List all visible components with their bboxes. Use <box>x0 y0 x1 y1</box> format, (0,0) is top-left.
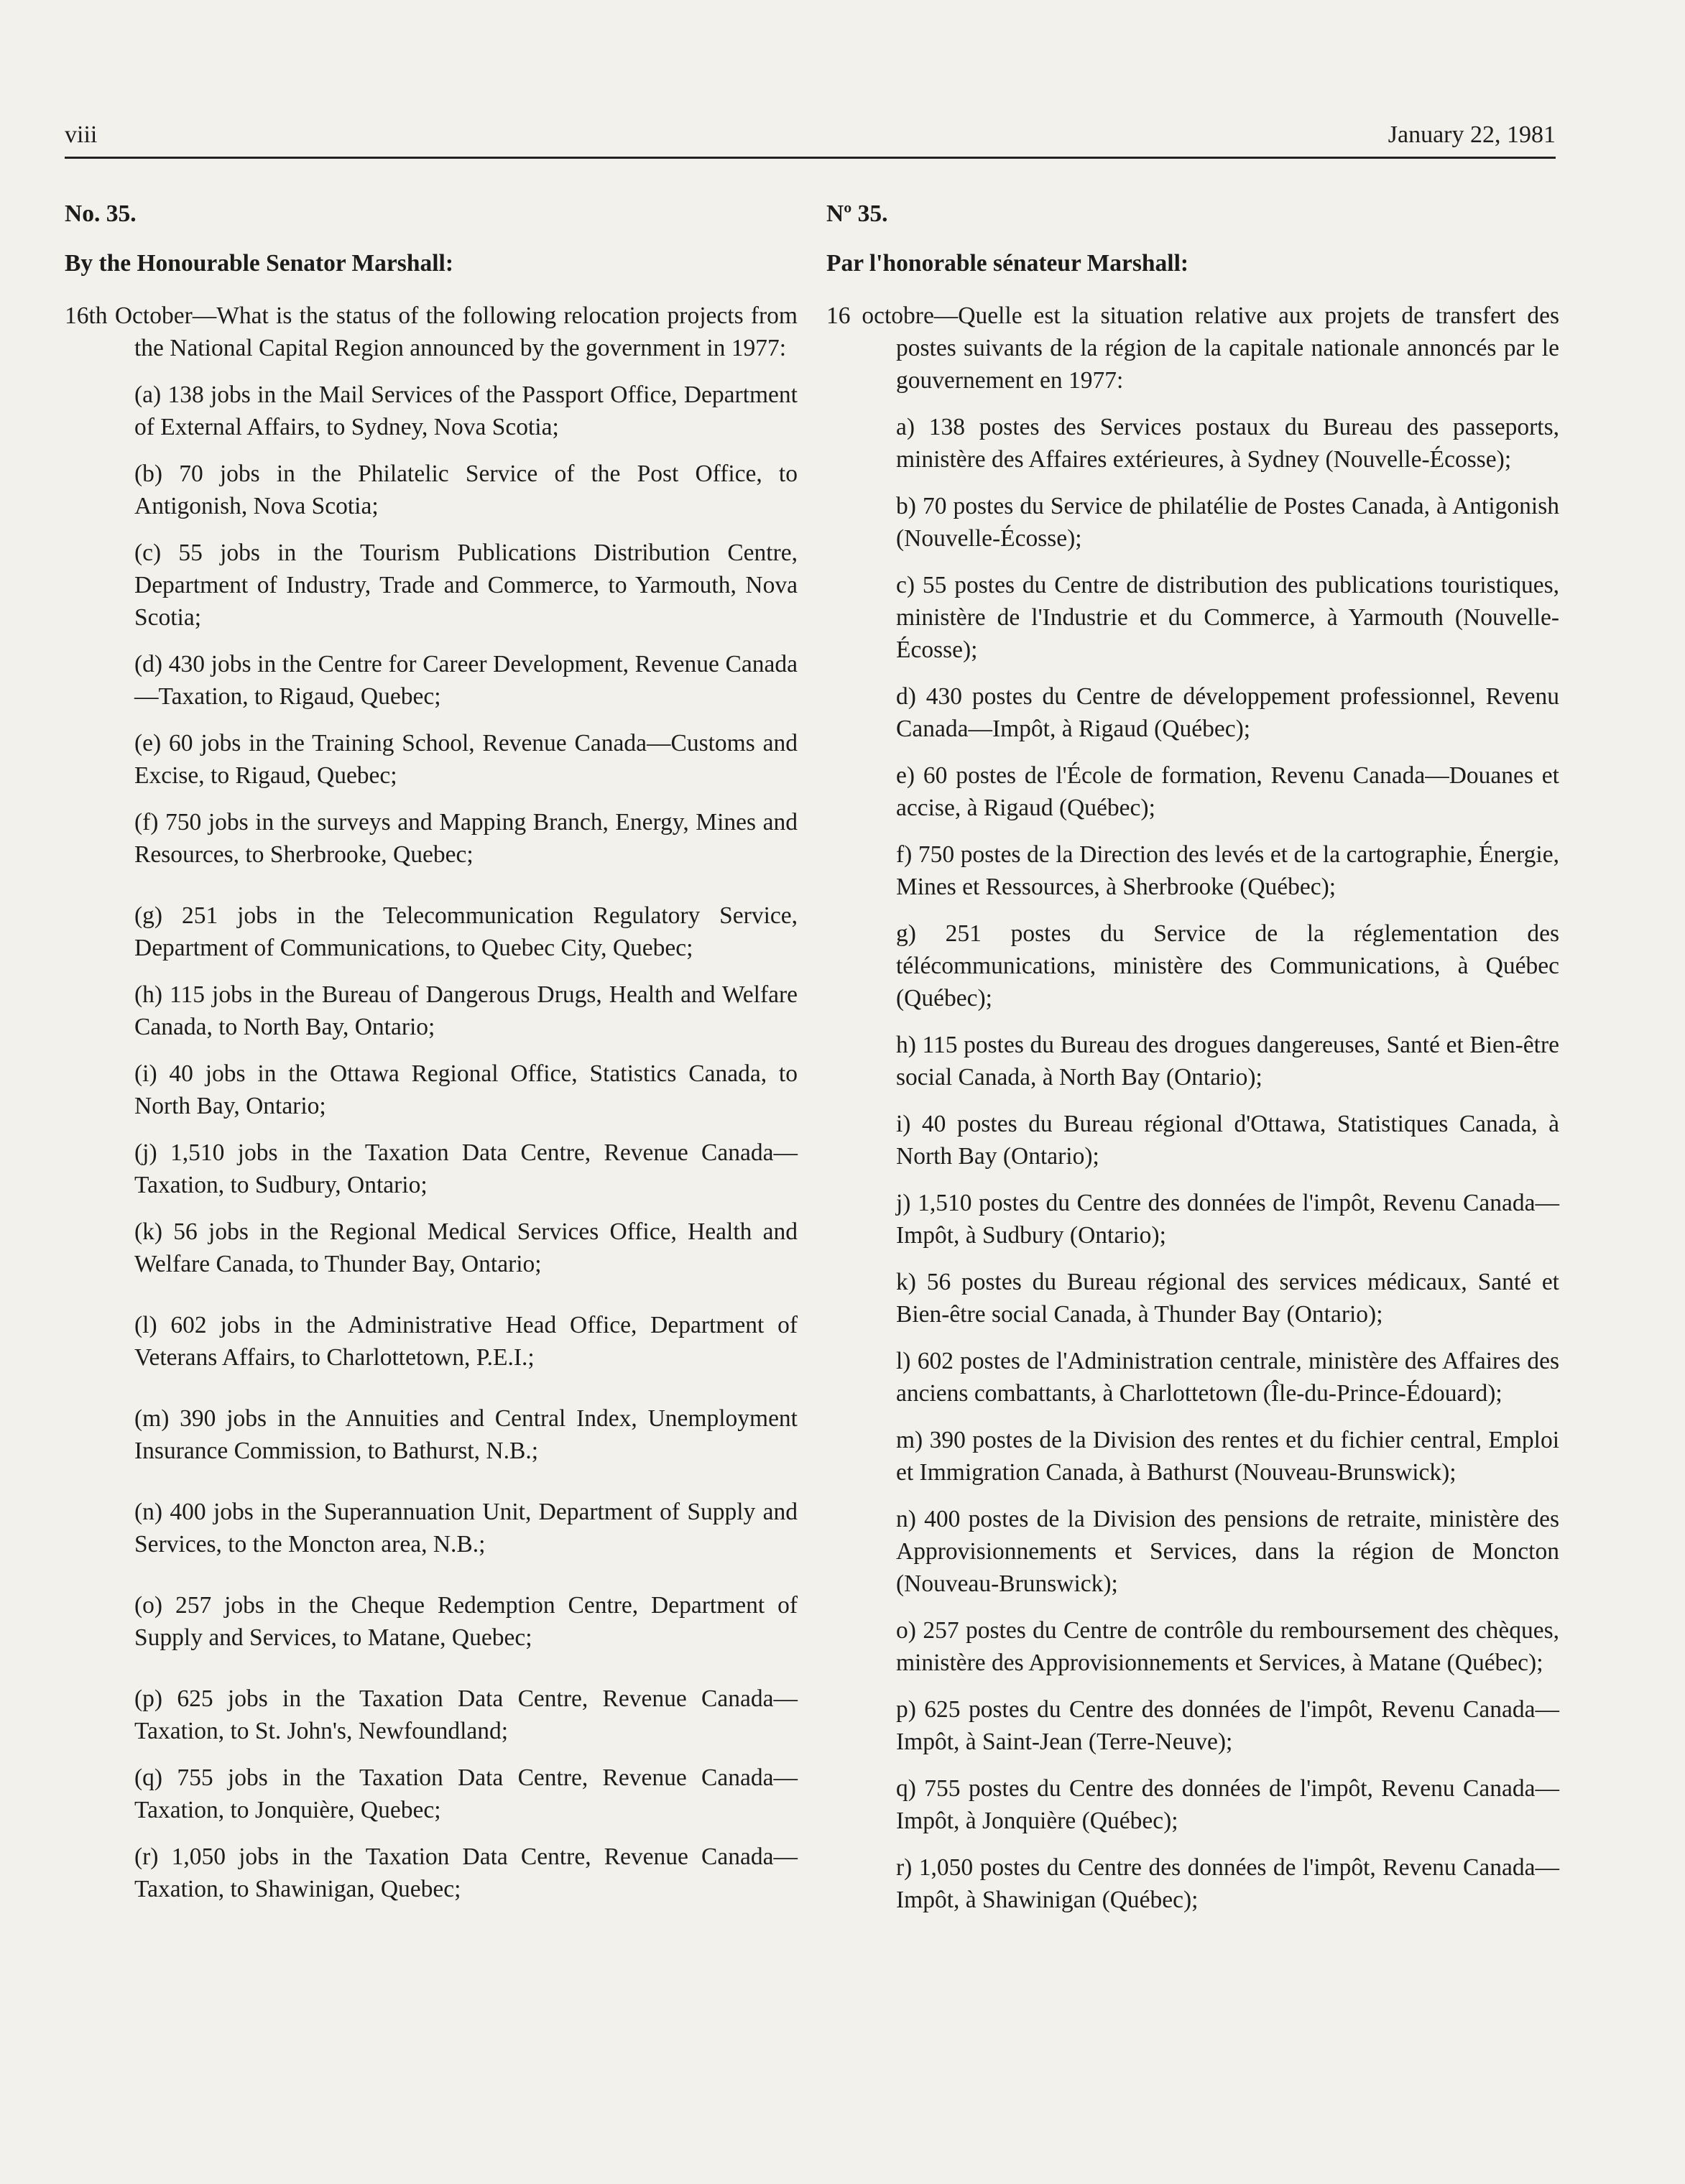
list-item: c) 55 postes du Centre de distribution des publications touristiques, ministère de l'Industrie et du Commerce, à Yarmouth (Nouvelle-Écosse); <box>896 572 1559 663</box>
list-item: d) 430 postes du Centre de développement professionnel, Revenu Canada—Impôt, à Rigaud (Québec); <box>896 683 1559 742</box>
list-item: (e) 60 jobs in the Training School, Revenue Canada—Customs and Excise, to Rigaud, Quebec; <box>134 730 798 789</box>
list-item: i) 40 postes du Bureau régional d'Ottawa, Statistiques Canada, à North Bay (Ontario); <box>896 1111 1559 1170</box>
list-item: j) 1,510 postes du Centre des données de l'impôt, Revenu Canada—Impôt, à Sudbury (Ontario); <box>896 1190 1559 1249</box>
list-item: p) 625 postes du Centre des données de l'impôt, Revenu Canada—Impôt, à Saint-Jean (Terre-Neuve); <box>896 1696 1559 1755</box>
page-number: viii <box>65 121 98 148</box>
list-item: (i) 40 jobs in the Ottawa Regional Office, Statistics Canada, to North Bay, Ontario; <box>134 1060 798 1119</box>
list-item: l) 602 postes de l'Administration centrale, ministère des Affaires des anciens combattants, à Charlottetown (Île-du-Prince-Édouard); <box>896 1348 1559 1407</box>
list-item: a) 138 postes des Services postaux du Bureau des passeports, ministère des Affaires extérieures, à Sydney (Nouvelle-Écosse); <box>896 414 1559 473</box>
question-author: By the Honourable Senator Marshall: <box>65 250 453 277</box>
page-header <box>65 121 1556 159</box>
list-item: (c) 55 jobs in the Tourism Publications Distribution Centre, Department of Industry, Trade and Commerce, to Yarmouth, Nova Scotia; <box>134 540 798 631</box>
list-item: (q) 755 jobs in the Taxation Data Centre, Revenue Canada—Taxation, to Jonquière, Quebec; <box>134 1764 798 1823</box>
list-item: (m) 390 jobs in the Annuities and Central Index, Unemployment Insurance Commission, to Bathurst, N.B.; <box>134 1405 798 1464</box>
list-item: g) 251 postes du Service de la réglementation des télécommunications, ministère des Communications, à Québec (Québec); <box>896 920 1559 1012</box>
question-intro: 16 octobre—Quelle est la situation relative aux projets de transfert des postes suivants de la région de la capitale nationale annoncés par le gouvernement en 1977: <box>826 302 1559 394</box>
list-item: h) 115 postes du Bureau des drogues dangereuses, Santé et Bien-être social Canada, à North Bay (Ontario); <box>896 1032 1559 1091</box>
list-item: (o) 257 jobs in the Cheque Redemption Centre, Department of Supply and Services, to Matane, Quebec; <box>134 1592 798 1651</box>
list-item: (g) 251 jobs in the Telecommunication Regulatory Service, Department of Communications, to Quebec City, Quebec; <box>134 902 798 961</box>
list-item: r) 1,050 postes du Centre des données de l'impôt, Revenu Canada—Impôt, à Shawinigan (Québec); <box>896 1854 1559 1913</box>
list-item: (b) 70 jobs in the Philatelic Service of the Post Office, to Antigonish, Nova Scotia; <box>134 461 798 519</box>
list-item: (a) 138 jobs in the Mail Services of the Passport Office, Department of External Affairs, to Sydney, Nova Scotia; <box>134 381 798 440</box>
list-item: q) 755 postes du Centre des données de l'impôt, Revenu Canada—Impôt, à Jonquière (Québec); <box>896 1775 1559 1834</box>
list-item: k) 56 postes du Bureau régional des services médicaux, Santé et Bien-être social Canada, à Thunder Bay (Ontario); <box>896 1269 1559 1328</box>
french-column <box>826 198 1559 1930</box>
list-item: (f) 750 jobs in the surveys and Mapping Branch, Energy, Mines and Resources, to Sherbrooke, Quebec; <box>134 809 798 868</box>
question-intro: 16th October—What is the status of the following relocation projects from the National Capital Region announced by the government in 1977: <box>65 302 798 361</box>
list-item: (j) 1,510 jobs in the Taxation Data Centre, Revenue Canada—Taxation, to Sudbury, Ontario; <box>134 1139 798 1198</box>
list-item: e) 60 postes de l'École de formation, Revenu Canada—Douanes et accise, à Rigaud (Québec); <box>896 762 1559 821</box>
list-item: (p) 625 jobs in the Taxation Data Centre, Revenue Canada—Taxation, to St. John's, Newfoundland; <box>134 1685 798 1744</box>
english-column <box>65 198 798 1920</box>
list-item: o) 257 postes du Centre de contrôle du remboursement des chèques, ministère des Approvisionnements et Services, à Matane (Québec); <box>896 1617 1559 1676</box>
list-item: (n) 400 jobs in the Superannuation Unit, Department of Supply and Services, to the Moncton area, N.B.; <box>134 1499 798 1558</box>
list-item: (k) 56 jobs in the Regional Medical Services Office, Health and Welfare Canada, to Thunder Bay, Ontario; <box>134 1218 798 1277</box>
list-item: f) 750 postes de la Direction des levés et de la cartographie, Énergie, Mines et Ressources, à Sherbrooke (Québec); <box>896 841 1559 900</box>
list-item: (r) 1,050 jobs in the Taxation Data Centre, Revenue Canada—Taxation, to Shawinigan, Quebec; <box>134 1843 798 1902</box>
page-date: January 22, 1981 <box>1388 121 1556 148</box>
list-item: n) 400 postes de la Division des pensions de retraite, ministère des Approvisionnements et Services, dans la région de Moncton (Nouveau-Brunswick); <box>896 1506 1559 1597</box>
list-item: (d) 430 jobs in the Centre for Career Development, Revenue Canada—Taxation, to Rigaud, Quebec; <box>134 651 798 710</box>
question-number: No. 35. <box>65 200 137 227</box>
list-item: (l) 602 jobs in the Administrative Head Office, Department of Veterans Affairs, to Charlottetown, P.E.I.; <box>134 1312 798 1371</box>
question-author: Par l'honorable sénateur Marshall: <box>826 250 1189 277</box>
list-item: (h) 115 jobs in the Bureau of Dangerous Drugs, Health and Welfare Canada, to North Bay, Ontario; <box>134 981 798 1040</box>
list-item: m) 390 postes de la Division des rentes et du fichier central, Emploi et Immigration Canada, à Bathurst (Nouveau-Brunswick); <box>896 1427 1559 1486</box>
list-item: b) 70 postes du Service de philatélie de Postes Canada, à Antigonish (Nouvelle-Écosse); <box>896 493 1559 552</box>
question-number: Nº 35. <box>826 200 888 227</box>
